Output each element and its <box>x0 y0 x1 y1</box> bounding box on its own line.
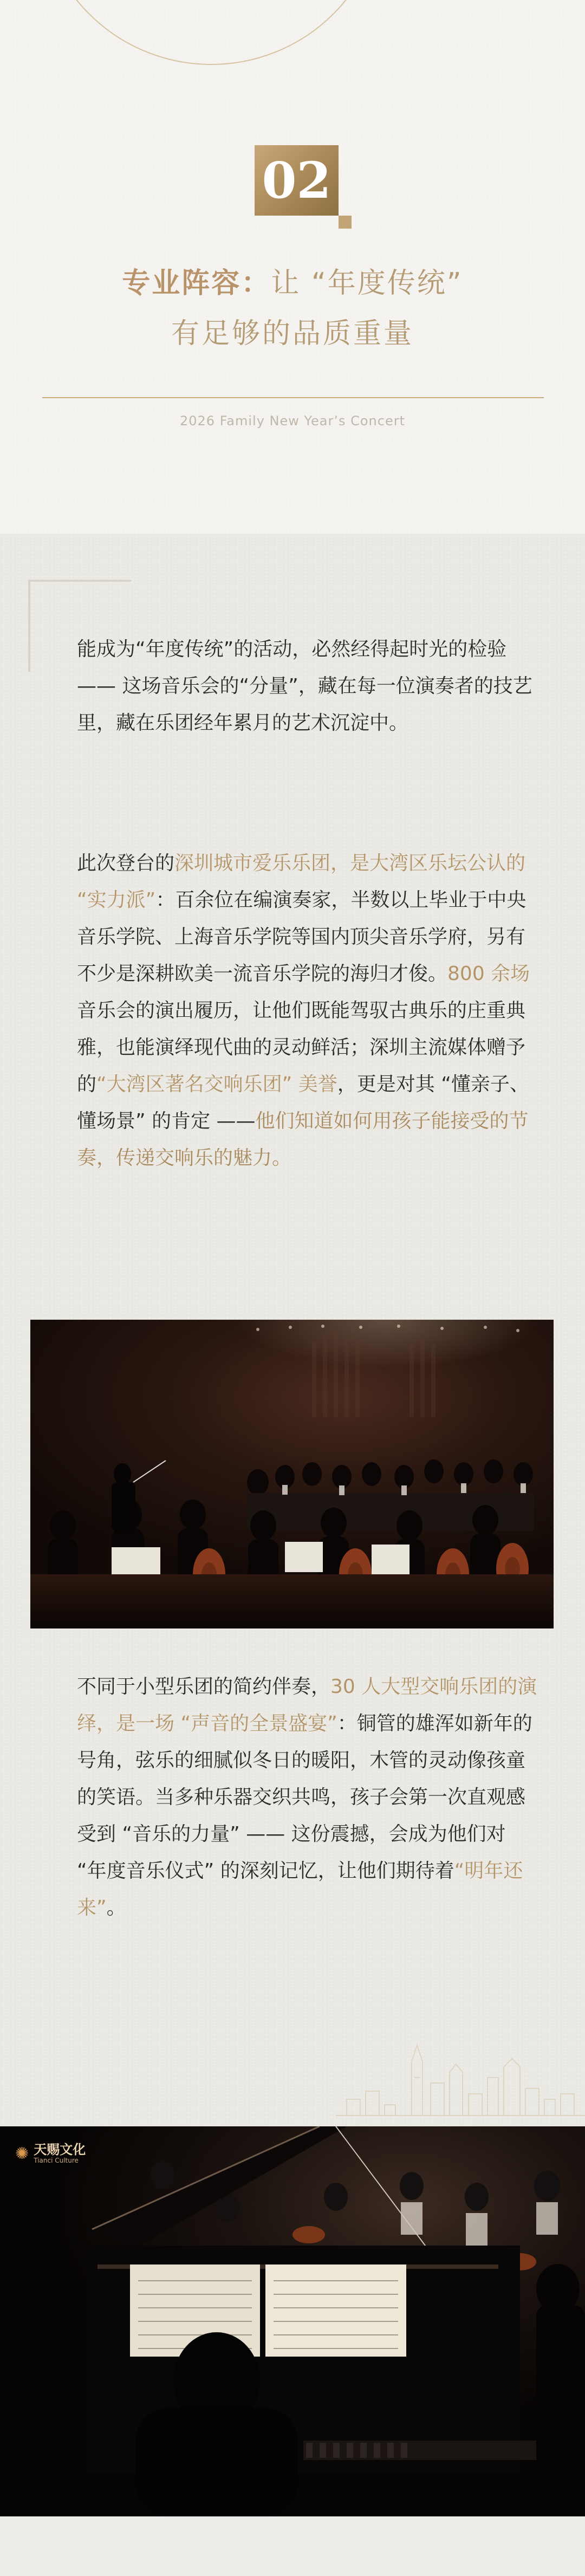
p2-highlight-800: 800 余场 <box>447 963 530 985</box>
logo-name-en: Tianci Culture <box>34 2157 79 2164</box>
stage-floor <box>30 1574 554 1628</box>
orchestra-photo <box>30 1320 554 1628</box>
badge-accent-square <box>339 216 352 229</box>
p3-highlight-30: 30 人大型交响乐团的演绎，是一场 “声音的全景盛宴” <box>77 1676 537 1735</box>
corner-bracket-horizontal <box>28 580 131 582</box>
piano-photo <box>0 2126 585 2516</box>
p2-highlight-rhythm: 他们知道如何用孩子能接受的节奏，传递交响乐的魅力。 <box>77 1110 529 1169</box>
section-header <box>0 0 585 534</box>
title-strong: 专业阵容： <box>122 267 271 300</box>
decorative-arc <box>38 0 385 65</box>
section-title-line2: 有足够的品质重量 <box>171 317 414 350</box>
p2-text-2: ：百余位在编演奏家，半数以上毕业于中央音乐学院、上海音乐学院等国内顶尖音乐学府，另有不少是深耕欧美一流音乐学院的海归才俊。 <box>77 889 526 985</box>
p3-text-1: 不同于小型乐团的简约伴奏， <box>77 1676 331 1698</box>
paragraph-orchestra <box>77 845 537 1177</box>
p2-highlight-orchestra: 深圳城市爱乐乐团，是大湾区乐坛公认的 “实力派” <box>77 852 526 911</box>
section-number-badge <box>255 145 358 232</box>
p2-text-3: 音乐会的演出履历，让他们既能驾驭古典乐的庄重典雅，也能演绎现代曲的灵动鲜活；深圳主流媒体赠予的 <box>77 1000 526 1095</box>
brand-logo <box>15 2143 86 2164</box>
paragraph-tradition: 能成为“年度传统”的活动，必然经得起时光的检验 —— 这场音乐会的“分量”，藏在每一位演奏者的技艺里，藏在乐团经年累月的艺术沉淀中。 <box>77 638 532 734</box>
p2-text-1: 此次登台的 <box>77 852 175 874</box>
flame-logo-icon: ✺ <box>15 2144 29 2163</box>
p3-text-3: 。 <box>106 1897 126 1919</box>
corner-bracket-vertical <box>28 580 30 672</box>
p3-highlight-next-year: “明年还来” <box>77 1860 523 1919</box>
section-number: 02 <box>255 145 339 216</box>
logo-text <box>34 2143 86 2164</box>
city-skyline-icon <box>336 2040 585 2121</box>
logo-name-cn: 天赐文化 <box>34 2142 86 2157</box>
piano-illustration <box>0 2126 585 2516</box>
paragraph-symphony <box>77 1669 537 1926</box>
p3-text-2: ：铜管的雄浑如新年的号角，弦乐的细腻似冬日的暖阳，木管的灵动像孩童的笑语。当多种乐器交织共鸣，孩子会第一次直观感受到 “音乐的力量” —— 这份震撼，会成为他们对 “年度音乐仪式” 的深刻记忆，让他们期待着 <box>77 1712 532 1882</box>
p2-highlight-honor: “大湾区著名交响乐团” 美誉 <box>96 1073 337 1095</box>
header-divider <box>42 397 544 398</box>
bottom-band <box>0 2516 585 2576</box>
p2-text-4: ，更是对其 “懂亲子、懂场景” 的肯定 —— <box>77 1073 529 1132</box>
title-rest: 让 “年度传统” <box>271 267 463 300</box>
english-subtitle: 2026 Family New Year’s Concert <box>179 413 405 429</box>
section-title-line1 <box>0 260 585 301</box>
